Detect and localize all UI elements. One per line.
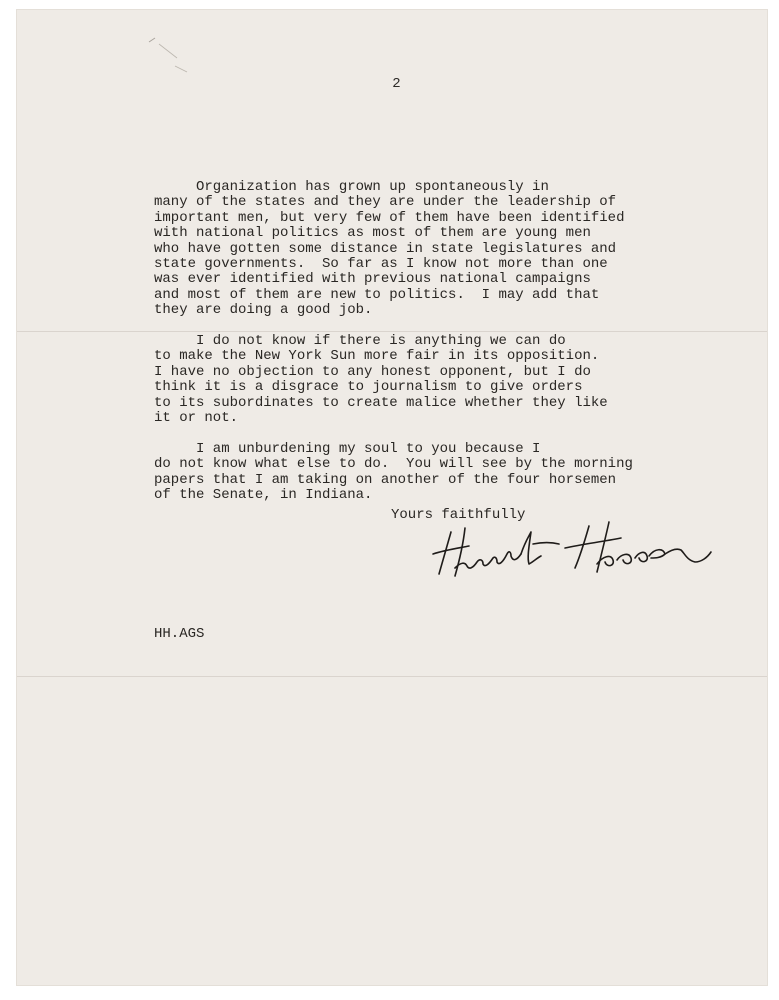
text-line: and most of them are new to politics. I may add that [154, 286, 600, 303]
fold-line-lower [17, 676, 767, 677]
paper-scratch-mark [147, 30, 207, 80]
page-number [0, 76, 779, 92]
text-line: important men, but very few of them have been identified [154, 209, 625, 226]
paragraph-2 [154, 334, 694, 426]
text-line: I have no objection to any honest opponent, but I do [154, 363, 591, 380]
closing-salutation: Yours faithfully [391, 507, 526, 523]
text-line: was ever identified with previous national campaigns [154, 271, 591, 288]
page-number-text: 2 [392, 76, 401, 92]
text-line: I am unburdening my soul to you because I [154, 440, 541, 457]
text-line: do not know what else to do. You will see by the morning [154, 456, 633, 473]
text-line: think it is a disgrace to journalism to give orders [154, 379, 583, 396]
text-line: to its subordinates to create malice whether they like [154, 394, 608, 411]
text-line: of the Senate, in Indiana. [154, 487, 373, 504]
text-line: it or not. [154, 410, 239, 427]
text-line: they are doing a good job. [154, 302, 373, 319]
text-line: who have gotten some distance in state legislatures and [154, 240, 617, 257]
letter-body [154, 180, 694, 519]
text-line: papers that I am taking on another of the four horsemen [154, 471, 617, 488]
text-line: with national politics as most of them are young men [154, 225, 591, 242]
text-line: I do not know if there is anything we can do [154, 333, 566, 350]
text-line: many of the states and they are under the leadership of [154, 194, 617, 211]
text-line: to make the New York Sun more fair in its opposition. [154, 348, 600, 365]
text-line: state governments. So far as I know not more than one [154, 256, 608, 273]
text-line: Organization has grown up spontaneously in [154, 179, 549, 195]
typist-initials: HH.AGS [154, 626, 205, 642]
handwritten-signature [425, 502, 725, 592]
paragraph-3 [154, 442, 694, 504]
paragraph-1 [154, 180, 694, 319]
